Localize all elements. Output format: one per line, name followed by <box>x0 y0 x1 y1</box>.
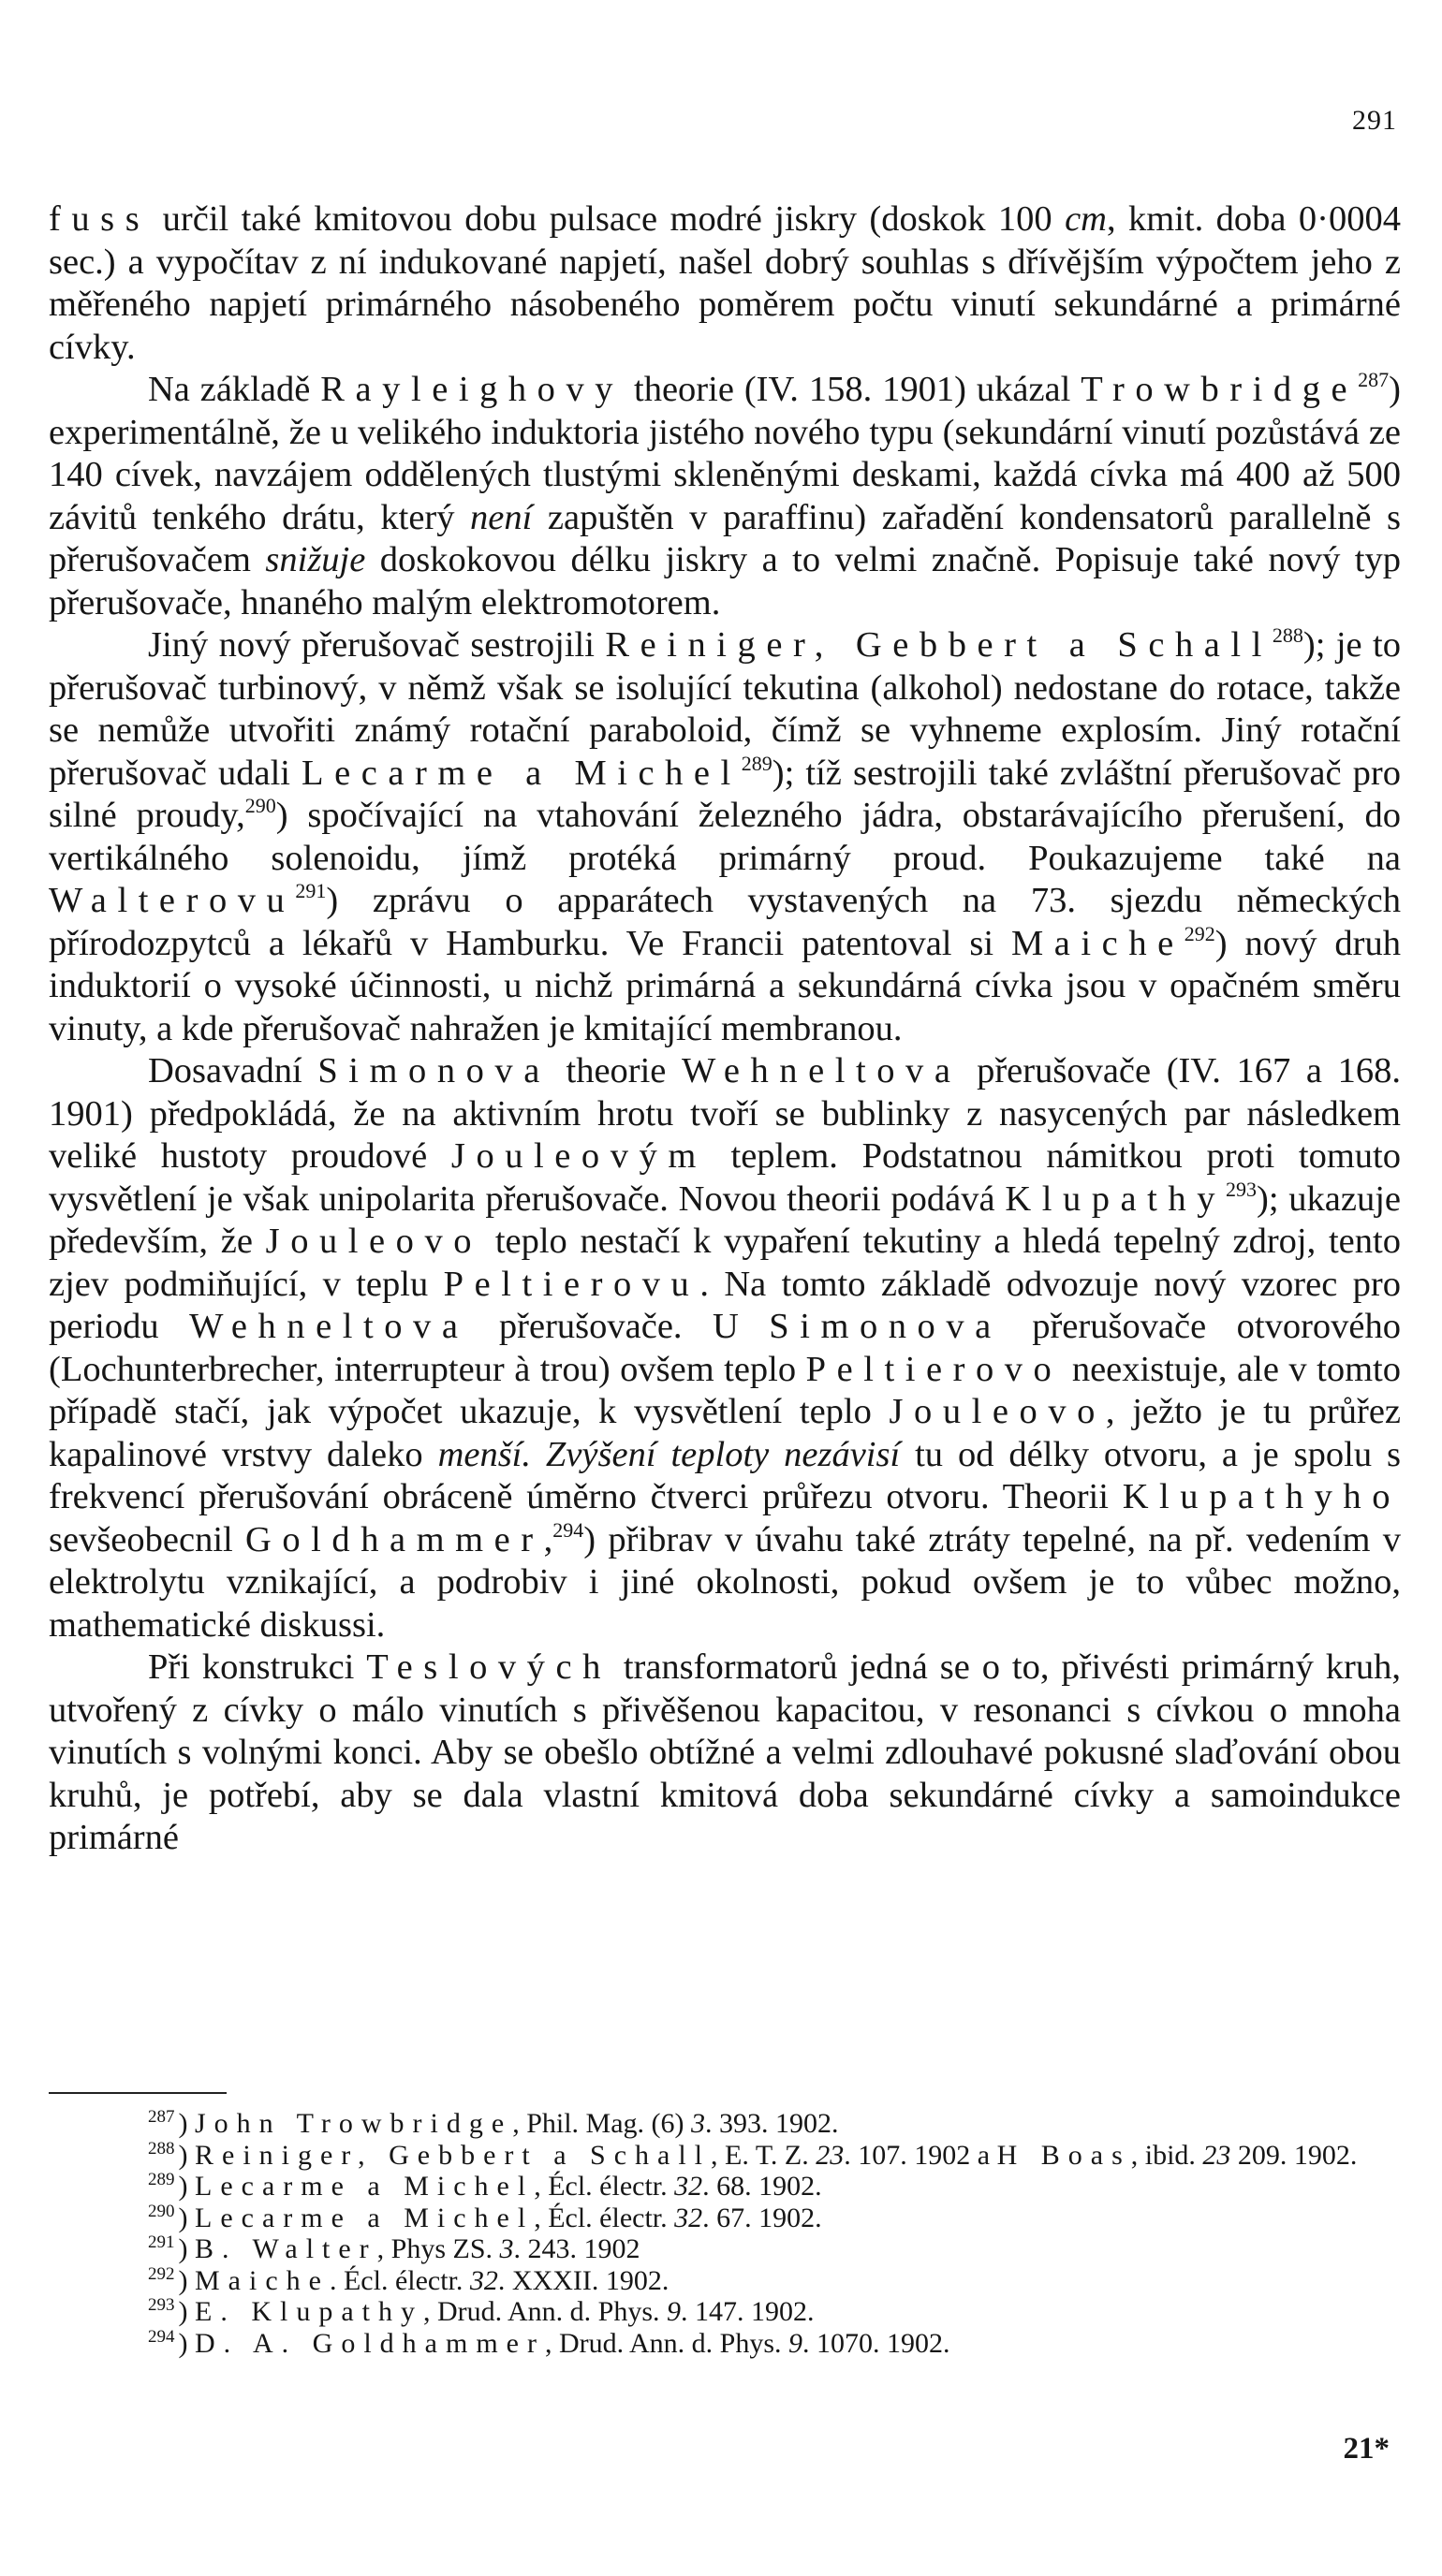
text-run: . 67. 1902. <box>702 2202 822 2233</box>
text-run: theorie <box>550 1051 683 1090</box>
footnote-paren: ) <box>178 2139 195 2171</box>
text-run: ); ukazuje především, že <box>49 1178 1401 1261</box>
text-run: , Écl. électr. <box>534 2171 675 2202</box>
text-run: ) přibrav v úvahu také ztráty tepelné, na př. vedením v elektrolytu vznikající, a podrobiv i jiné okolnosti, pokud ovšem je to vůbec možno, mathematické diskussi. <box>49 1519 1401 1645</box>
text-run: ) zprávu o apparátech vystavených na 73. sjezdu německých přírodozpytců a lékařů v Hamburku. Ve Francii patentoval si <box>49 881 1401 963</box>
spaced-name: E. Klupathy <box>195 2296 423 2327</box>
text-run: určil také kmitovou dobu pulsace modré jiskry (doskok 100 <box>150 199 1066 239</box>
text-run: , Drud. Ann. d. Phys. <box>544 2327 788 2359</box>
text-run: 209. 1902. <box>1230 2139 1358 2171</box>
footnote-number: 291 <box>148 2232 175 2252</box>
footnote <box>49 2108 1401 2140</box>
spaced-name: Klupathyho <box>1122 1477 1401 1516</box>
text-run: přerušovače otvorového (Lochunterbrecher, interrupteur à trou) ovšem teplo <box>49 1307 1402 1389</box>
footnote-paren: ) <box>178 2171 195 2202</box>
spaced-name: fuss <box>49 199 151 239</box>
text-run: . 243. 1902 <box>513 2233 640 2264</box>
italic-text: 32 <box>469 2264 498 2296</box>
italic-text: 23 <box>1202 2139 1231 2171</box>
footnote-number: 292 <box>148 2263 175 2284</box>
footnote-reference: 289 <box>741 751 772 775</box>
footnote-reference: 288 <box>1272 623 1303 647</box>
text-run: . 107. 1902 a <box>844 2139 997 2171</box>
spaced-name: Goldhammer <box>245 1519 544 1559</box>
page-number: 291 <box>1352 105 1397 136</box>
spaced-name: Maiche <box>1011 923 1184 963</box>
spaced-name: Lecarme a Michel <box>195 2171 535 2202</box>
italic-text: 3 <box>499 2233 514 2264</box>
spaced-name: Jouleovým <box>450 1136 707 1176</box>
text-run: . Na tomto základě odvozuje nový vzorec pro periodu <box>49 1264 1401 1346</box>
footnote <box>49 2233 1401 2265</box>
italic-text: 9 <box>667 2296 682 2327</box>
footnote-number: 288 <box>148 2138 175 2159</box>
paragraph-2 <box>49 369 1401 624</box>
italic-text: 3 <box>691 2108 706 2139</box>
footnote-number: 293 <box>148 2295 175 2315</box>
spaced-name: Wehneltova <box>189 1307 469 1346</box>
text-run: tu od délky otvoru, a je spolu s frekvencí přerušování obráceně úměrno čtverci průřezu otvoru. Theorii <box>49 1434 1401 1516</box>
body-text <box>49 198 1401 1860</box>
spaced-name: Reiniger, Gebbert a Schall <box>605 625 1273 665</box>
spaced-name: Jouleovo <box>889 1392 1106 1431</box>
spaced-name: Trowbridge <box>1081 370 1359 409</box>
footnote-paren: ) <box>178 2264 195 2296</box>
text-run: . 1070. 1902. <box>802 2327 950 2359</box>
text-run: , E. T. Z. <box>711 2139 817 2171</box>
text-run: neexistuje, ale v tomto případě stačí, jak výpočet ukazuje, k vysvětlení teplo <box>49 1349 1401 1431</box>
spaced-name: Jouleovo <box>265 1222 483 1261</box>
footnote-paren: ) <box>178 2327 195 2359</box>
spaced-name: Peltierovu <box>443 1264 700 1304</box>
footnote <box>49 2203 1401 2234</box>
spaced-name: B. Walter <box>195 2233 377 2264</box>
text-run: theorie (IV. 158. 1901) ukázal <box>624 370 1082 409</box>
footnote <box>49 2265 1401 2297</box>
text-run: přerušovače (IV. 167 a 168. 1901) předpokládá, že na aktivním hrotu tvoří se bublinky z nasycených par následkem veliké hustoty proudové <box>49 1051 1401 1176</box>
spaced-name: Lecarme a Michel <box>302 753 742 793</box>
paragraph-4 <box>49 1050 1401 1647</box>
footnote-reference: 293 <box>1226 1177 1258 1201</box>
footnote-paren: ) <box>178 2202 195 2233</box>
text-run: , <box>543 1519 553 1559</box>
text-run: ); je to přerušovač turbinový, v němž však se isolující tekutina (alkohol) nedostane do rotace, takže se nemůže utvořiti známý rotační paraboloid, čímž se vyhneme explosím. Jiný rotační přerušovač udali <box>49 625 1401 793</box>
text-run: Při konstrukci <box>148 1647 367 1687</box>
italic-text: 32 <box>674 2171 703 2202</box>
footnote <box>49 2328 1401 2360</box>
footnote-paren: ) <box>178 2296 195 2327</box>
spaced-name: Reiniger, Gebbert a Schall <box>195 2139 712 2171</box>
footnote-reference: 292 <box>1184 921 1215 945</box>
text-run: zapuštěn v paraffinu) zařadění kondensatorů parallelně s přerušovačem <box>49 497 1401 579</box>
footnote-number: 290 <box>148 2201 175 2221</box>
spaced-name: Klupathy <box>1005 1178 1227 1219</box>
text-run: . 147. 1902. <box>681 2296 815 2327</box>
footnote <box>49 2171 1401 2203</box>
italic-text: 32 <box>674 2202 703 2233</box>
text-run: doskokovou délku jiskry a to velmi značně. Popisuje také nový typ přerušovače, hnaného malým elektromotorem. <box>49 540 1401 622</box>
footnote-number: 294 <box>148 2326 175 2347</box>
footnote-number: 289 <box>148 2170 175 2189</box>
spaced-name: Lecarme a Michel <box>195 2202 535 2233</box>
text-run: , Drud. Ann. d. Phys. <box>422 2296 668 2327</box>
text-run: , kmit. doba 0·0004 sec.) a vypočítav z ní indukované napjetí, našel dobrý souhlas s dřívějším výpočtem jeho z měřeného napjetí primárného násobeného poměrem počtu vinutí sekundárné a primárné cívky. <box>49 199 1401 367</box>
text-run: ); tíž sestrojili také zvláštní přerušovač pro silné proudy, <box>49 753 1401 835</box>
footnote-reference: 287 <box>1358 368 1390 391</box>
spaced-name: Maiche <box>195 2264 330 2296</box>
footnote <box>49 2296 1401 2328</box>
text-run: Dosavadní <box>148 1051 318 1090</box>
text-run: . 393. 1902. <box>705 2108 839 2139</box>
text-run: , ibid. <box>1130 2139 1203 2171</box>
italic-text: snižuje <box>265 540 366 579</box>
footnote-divider <box>49 2092 227 2094</box>
footnote-number: 287 <box>148 2107 175 2127</box>
text-run: , Écl. électr. <box>534 2202 675 2233</box>
spaced-name: Simonova <box>769 1307 1002 1346</box>
text-run: . Écl. électr. <box>329 2264 470 2296</box>
text-run: , Phil. Mag. (6) <box>512 2108 692 2139</box>
footnote-reference: 294 <box>552 1517 584 1542</box>
footnote-paren: ) <box>178 2233 195 2264</box>
spaced-name: D. A. Goldhammer <box>195 2327 545 2359</box>
footnotes-list <box>49 2108 1401 2359</box>
footnote-reference: 291 <box>295 879 327 902</box>
spaced-name: Rayleighovy <box>320 370 625 409</box>
spaced-name: Peltierovo <box>805 1349 1063 1389</box>
text-run: ) experimentálně, že u velikého induktoria jistého nového typu (sekundární vinutí pozůstává ze 140 cívek, navzájem oddělených tlustými skleněnými deskami, každá cívka má 400 až 500 závitů tenkého drátu, který <box>49 370 1401 537</box>
paragraph-5 <box>49 1647 1401 1860</box>
paragraph-3 <box>49 624 1401 1050</box>
spaced-name: John Trowbridge <box>195 2108 513 2139</box>
italic-text: není <box>470 497 533 537</box>
italic-text: menší. Zvýšení teploty nezávisí <box>437 1434 901 1474</box>
text-run: sevšeobecnil <box>49 1519 246 1559</box>
text-run: . 68. 1902. <box>702 2171 822 2202</box>
text-run: . XXXII. 1902. <box>497 2264 670 2296</box>
text-run: teplem. Podstatnou námitkou proti tomuto vysvětlení je však unipolarita přerušovače. Novou theorii podává <box>49 1136 1401 1219</box>
italic-text: cm <box>1065 199 1107 239</box>
italic-text: 9 <box>788 2327 802 2359</box>
text-run: přerušovače. U <box>468 1307 770 1346</box>
footnote <box>49 2140 1401 2172</box>
footnote-paren: ) <box>178 2108 195 2139</box>
footnote-reference: 290 <box>244 794 276 817</box>
text-run: ) nový druh induktorií o vysoké účinnosti, u nichž primárná a sekundárná cívka jsou v opačném směru vinuty, a kde přerušovač nahražen je kmitající membranou. <box>49 923 1401 1048</box>
text-run: , Phys ZS. <box>376 2233 500 2264</box>
text-run: transformatorů jedná se o to, přivésti primárný kruh, utvořený z cívky o málo vinutích s přivěšenou kapacitou, v resonanci s cívkou o mnoha vinutích s volnými konci. Aby se obešlo obtížné a velmi zdlouhavé pokusné slaďování obou kruhů, je potřebí, aby se dala vlastní kmitová doba sekundárné cívky a samoindukce primárné <box>49 1647 1401 1857</box>
spaced-name: Teslových <box>366 1647 611 1687</box>
spaced-name: Simonova <box>317 1051 551 1090</box>
text-run: ) spočívající na vtahování železného jádra, obstarávajícího přerušení, do vertikálného solenoidu, jímž protéká primárný proud. Poukazujeme také na <box>49 796 1401 878</box>
text-run: teplo nestačí k vypaření tekutiny a hledá tepelný zdroj, tento zjev podmiňující, v teplu <box>49 1222 1401 1304</box>
italic-text: 23 <box>816 2139 845 2171</box>
text-run: Na základě <box>148 370 321 409</box>
text-run: , ježto je tu průřez kapalinové vrstvy daleko <box>49 1392 1401 1474</box>
text-run: Jiný nový přerušovač sestrojili <box>148 625 606 665</box>
spaced-name: Wehneltova <box>682 1051 962 1090</box>
paragraph-1 <box>49 198 1401 369</box>
spaced-name: H Boas <box>996 2139 1131 2171</box>
signature-mark: 21* <box>1343 2432 1390 2466</box>
spaced-name: Walterovu <box>49 881 296 920</box>
